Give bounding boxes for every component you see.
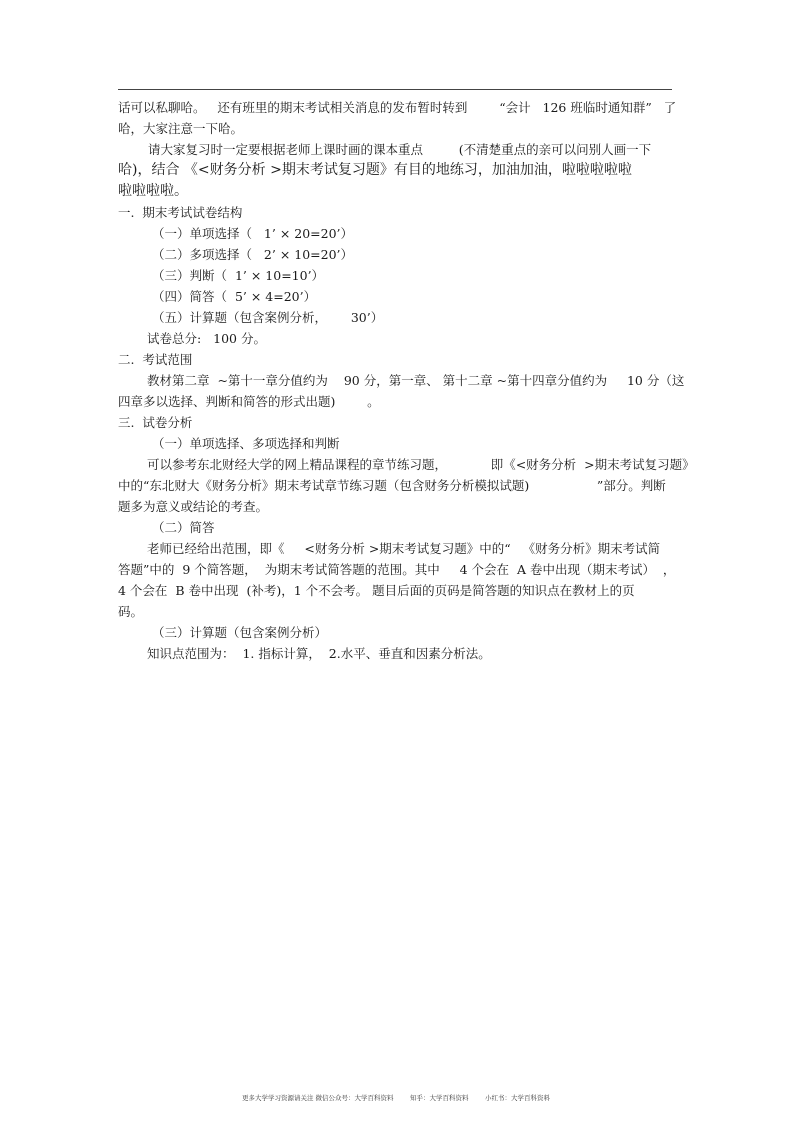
paragraph-line: 哈)，结合 《<财务分析 >期末考试复习题》有目的地练习，加油加油，啦啦啦啦啦 xyxy=(118,162,632,178)
list-item: （三）判断（ 1’ × 10=10’） xyxy=(152,268,325,283)
list-item: （二）多项选择（ 2’ × 10=20’） xyxy=(152,247,354,262)
total-score: 试卷总分: 100 分。 xyxy=(147,331,266,346)
paragraph-line: 四章多以选择、判断和简答的形式出题) 。 xyxy=(118,394,380,409)
paragraph-line: 知识点范围为： 1. 指标计算， 2.水平、垂直和因素分析法。 xyxy=(147,646,491,661)
document-body xyxy=(118,97,695,664)
paragraph-line: 4 个会在 B 卷中出现 (补考)，1 个不会考。 题目后面的页码是简答题的知识点在教材上的页 xyxy=(118,583,635,598)
paragraph-line: 啦啦啦啦。 xyxy=(118,183,188,199)
list-item: （五）计算题（包含案例分析， 30’） xyxy=(152,310,384,325)
paragraph-line: 可以参考东北财经大学的网上精品课程的章节练习题， 即《<财务分析 >期末考试复习题》 xyxy=(147,457,695,472)
paragraph-line: 话可以私聊哈。 还有班里的期末考试相关消息的发布暂时转到 “会计 126 班临时通知群” 了 xyxy=(118,100,677,115)
page-footer: 更多大学学习资源请关注 微信公众号：大学百科资料 知乎：大学百科资料 小红书：大学百科资料 xyxy=(241,1094,551,1102)
header-rule xyxy=(118,89,672,90)
paragraph-line: 中的“东北财大《财务分析》期末考试章节练习题（包含财务分析模拟试题) ”部分。判断 xyxy=(118,478,666,493)
paragraph-line: 老师已经给出范围，即《 <财务分析 >期末考试复习题》中的“ 《财务分析》期末考试简 xyxy=(147,541,661,556)
paragraph-line: 答题”中的 9 个简答题， 为期末考试简答题的范围。其中 4 个会在 A 卷中出现（期末考试） ， xyxy=(118,562,676,577)
paragraph-line: 题多为意义或结论的考查。 xyxy=(118,499,269,514)
paragraph-line: 教材第二章 ~第十一章分值约为 90 分，第一章、 第十二章 ~第十四章分值约为 10 分（这 xyxy=(147,373,685,388)
section-heading: 二. 考试范围 xyxy=(118,352,193,367)
paragraph-line: 哈，大家注意一下哈。 xyxy=(118,121,244,136)
section-heading: 一. 期末考试试卷结构 xyxy=(118,205,243,220)
list-item: （一）单项选择（ 1’ × 20=20’） xyxy=(152,226,354,241)
section-heading: 三. 试卷分析 xyxy=(118,415,193,430)
list-item: （四）简答（ 5’ × 4=20’） xyxy=(152,289,317,304)
subsection-heading: （二）简答 xyxy=(152,520,215,535)
subsection-heading: （一）单项选择、多项选择和判断 xyxy=(152,436,340,451)
paragraph-line: 码。 xyxy=(118,604,144,619)
paragraph-line: 请大家复习时一定要根据老师上课时画的课本重点 (不清楚重点的亲可以问别人画一下 xyxy=(148,142,652,157)
subsection-heading: （三）计算题（包含案例分析） xyxy=(152,625,328,640)
